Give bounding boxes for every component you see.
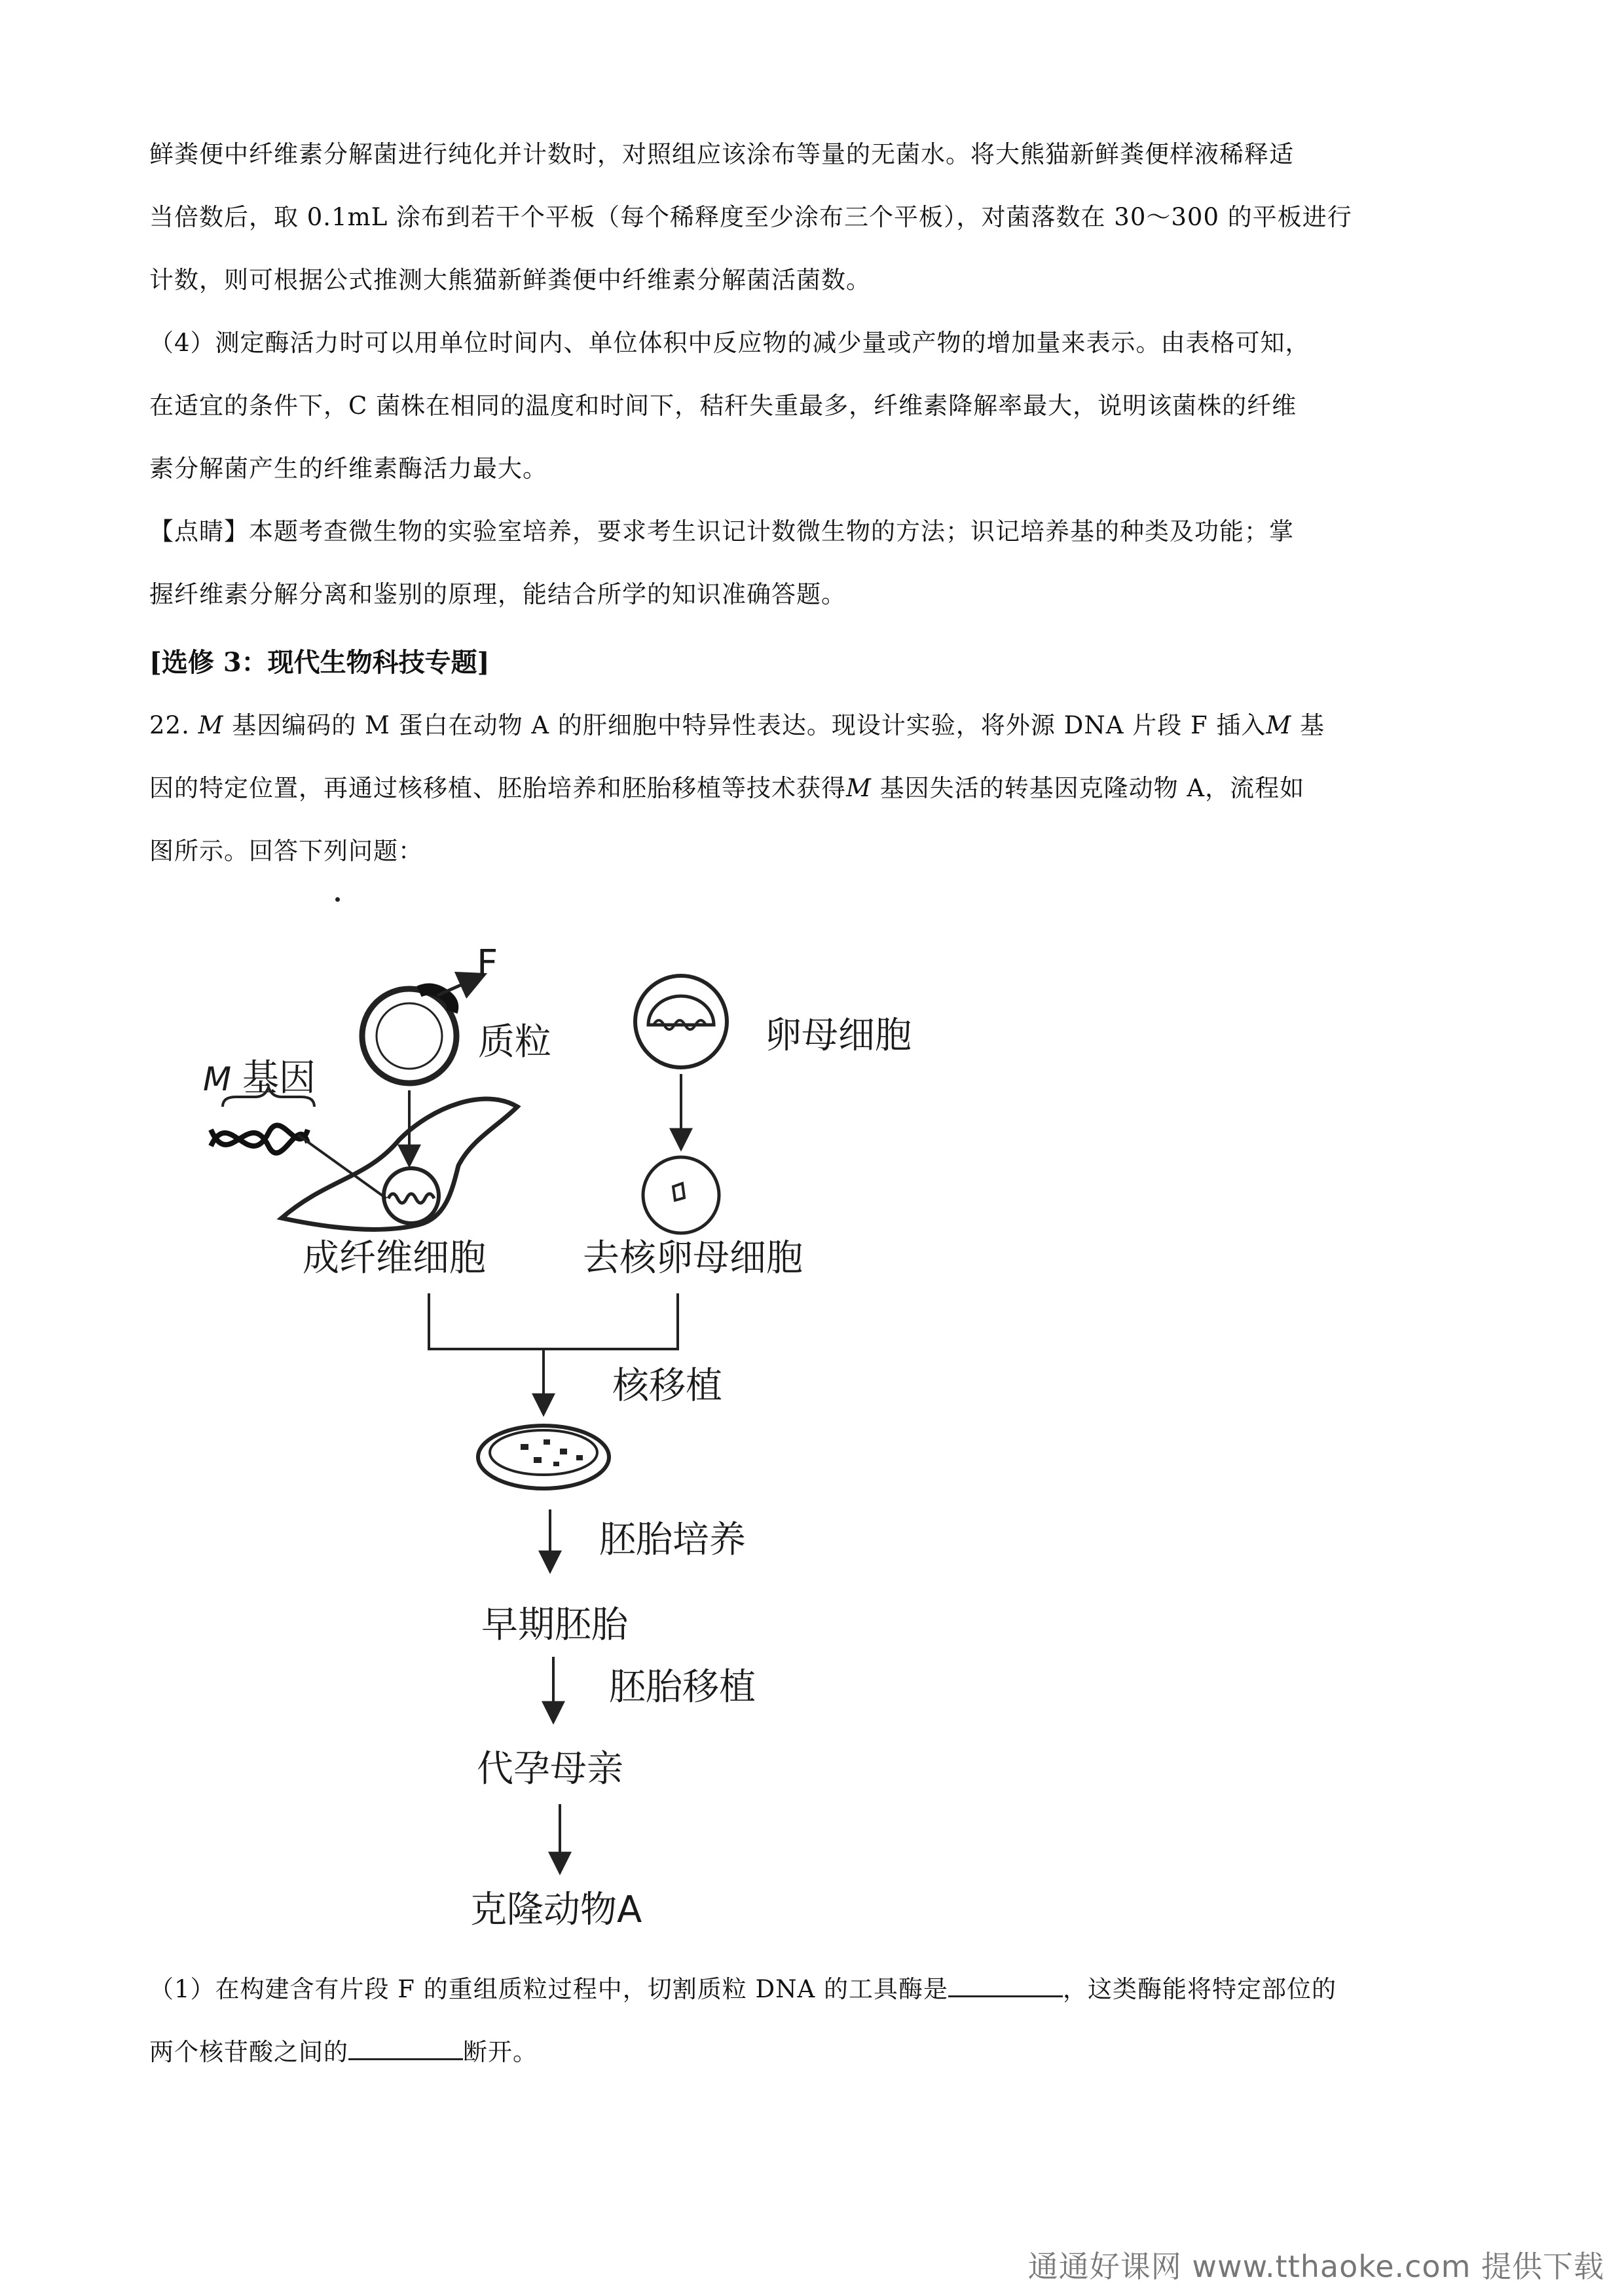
gene-symbol: M [846, 774, 872, 802]
text-span: 因的特定位置，再通过核移植、胚胎培养和胚胎移植等技术获得 [149, 774, 846, 802]
text-line [149, 2021, 1479, 2084]
early-embryo-label: 早期胚胎 [481, 1604, 628, 1646]
text-line: 【点睛】本题考查微生物的实验室培养，要求考生识记计数微生物的方法；识记培养基的种类及功能；掌 [149, 517, 1294, 546]
fibroblast-cell-icon [282, 1099, 517, 1229]
footer-watermark: 通通好课网 www.tthaoke.com 提供下载 [1027, 2249, 1604, 2284]
answer-blank [348, 2039, 463, 2060]
text-line: 握纤维素分解分离和鉴别的原理，能结合所学的知识准确答题。 [149, 580, 846, 608]
fibroblast-label: 成纤维细胞 [303, 1237, 486, 1280]
enucleated-oocyte-label: 去核卵母细胞 [583, 1237, 803, 1280]
dna-helix-icon [211, 1125, 308, 1153]
answer-blank [948, 1976, 1063, 1997]
plasmid-label: 质粒 [478, 1021, 551, 1064]
text-span: ，这类酶能将特定部位的 [1063, 1975, 1337, 2003]
text-span: （1）在构建含有片段 F 的重组质粒过程中，切割质粒 DNA 的工具酶是 [149, 1975, 949, 2003]
m-gene-symbol: M [203, 1060, 232, 1098]
nuclear-transfer-label: 核移植 [612, 1365, 722, 1407]
f-fragment-label: F [477, 942, 498, 985]
text-span: 基因编码的 M 蛋白在动物 A 的肝细胞中特异性表达。现设计实验，将外源 DNA 片段 F 插入 [223, 711, 1266, 739]
merge-bracket [429, 1293, 678, 1349]
text-span: 基因失活的转基因克隆动物 A，流程如 [871, 774, 1305, 802]
text-span: 基 [1291, 711, 1325, 739]
text-line: 鲜粪便中纤维素分解菌进行纯化并计数时，对照组应该涂布等量的无菌水。将大熊猫新鲜粪便样液稀释适 [149, 140, 1294, 168]
plasmid-icon [362, 974, 485, 1083]
m-gene-label: 基因 [242, 1057, 316, 1100]
cloned-animal-label: 克隆动物A [470, 1889, 642, 1931]
gene-symbol: M [1266, 711, 1292, 739]
enucleated-oocyte-icon [643, 1157, 719, 1233]
section-heading: [选修 3：现代生物科技专题] [149, 647, 490, 678]
surrogate-mother-label: 代孕母亲 [477, 1748, 623, 1790]
text-line [149, 1958, 1479, 2021]
text-span: 断开。 [463, 2038, 538, 2066]
embryo-culture-label: 胚胎培养 [599, 1519, 746, 1561]
pointer-line [298, 1135, 386, 1198]
embryo-transfer-label: 胚胎移植 [609, 1666, 756, 1709]
petri-dish-icon [478, 1426, 609, 1489]
text-line: 素分解菌产生的纤维素酶活力最大。 [149, 454, 547, 483]
text-line: （4）测定酶活力时可以用单位时间内、单位体积中反应物的减少量或产物的增加量来表示。由表格可知， [149, 329, 1310, 357]
text-line: 计数，则可根据公式推测大熊猫新鲜粪便中纤维素分解菌活菌数。 [149, 266, 871, 294]
text-span: 两个核苷酸之间的 [149, 2038, 348, 2066]
question-number: 22. [149, 711, 198, 739]
oocyte-icon [635, 976, 727, 1067]
gene-symbol: M [198, 711, 224, 739]
text-line: 当倍数后，取 0.1mL 涂布到若干个平板（每个稀释度至少涂布三个平板），对菌落数在 30～300 的平板进行 [149, 203, 1352, 231]
question-22-part-1 [149, 1958, 1479, 2084]
text-line: 图所示。回答下列问题： [149, 837, 423, 865]
oocyte-label: 卵母细胞 [765, 1014, 912, 1057]
text-line: 在适宜的条件下，C 菌株在相同的温度和时间下，秸秆失重最多，纤维素降解率最大，说明该菌株的纤维 [149, 392, 1297, 420]
